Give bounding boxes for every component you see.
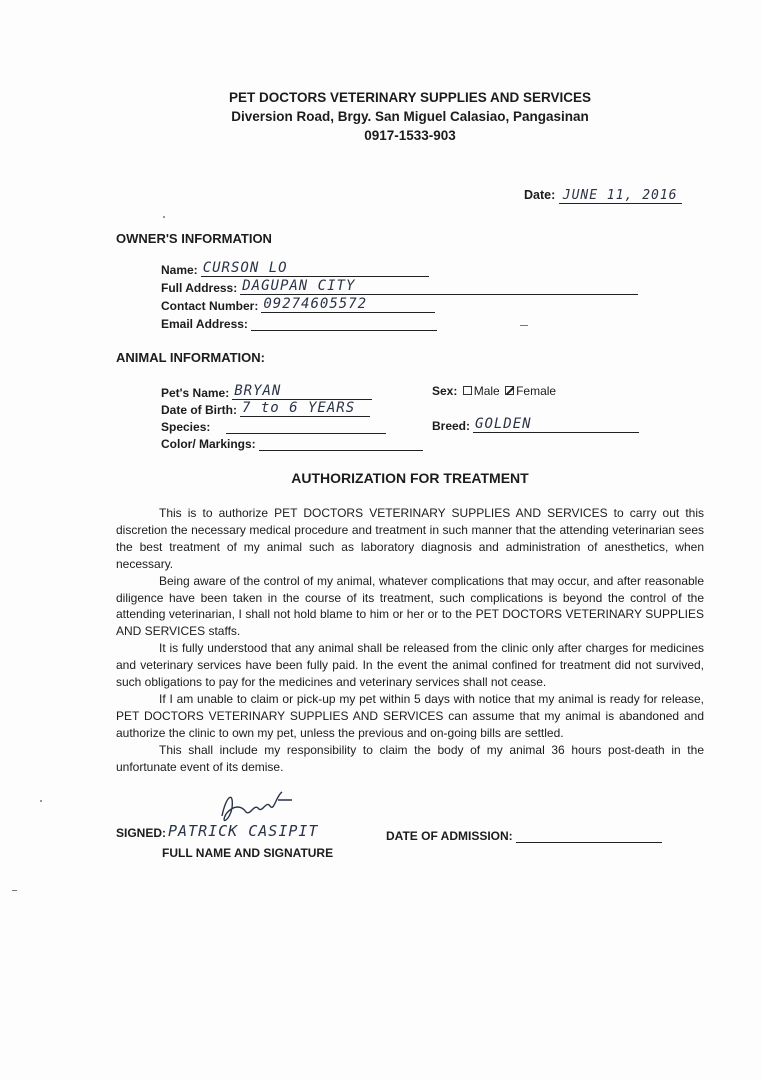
sex-male-checkbox[interactable] <box>463 386 472 395</box>
pet-species-field <box>161 417 386 434</box>
pet-dob-value: 7 to 6 YEARS <box>242 400 356 416</box>
pet-species-label: Species: <box>161 420 211 434</box>
letterhead <box>0 88 762 145</box>
owner-contact-field <box>161 296 435 313</box>
pet-dob-field <box>161 400 370 417</box>
owner-name-value: CURSON LO <box>202 260 288 276</box>
admission-date-line <box>516 828 662 843</box>
full-name-signature-label: FULL NAME AND SIGNATURE <box>162 846 334 860</box>
sex-female-label: Female <box>516 384 557 398</box>
signed-name-value: PATRICK CASIPIT <box>168 822 319 840</box>
date-label: Date: <box>524 188 556 202</box>
pet-name-value: BRYAN <box>234 383 282 399</box>
signature-scribble <box>212 786 302 828</box>
owner-contact-label: Contact Number: <box>161 299 259 313</box>
owner-address-field <box>161 278 638 295</box>
business-name: PET DOCTORS VETERINARY SUPPLIES AND SERVICES <box>228 90 592 105</box>
owner-name-label: Name: <box>161 263 198 277</box>
business-address: Diversion Road, Brgy. San Miguel Calasiao, Pangasinan <box>231 109 589 124</box>
owner-address-label: Full Address: <box>161 281 238 295</box>
pet-sex-label: Sex: <box>432 384 458 398</box>
authorization-paragraph: It is fully understood that any animal shall be released from the clinic only after charges for medicines and veterinary services have been fully paid. In the event the animal confined for treatment did not survived, such obligations to pay for the medicines and veterinary services shall not cease. <box>116 641 704 690</box>
owner-name-field <box>161 260 429 277</box>
date-value: JUNE 11, 2016 <box>559 188 682 204</box>
authorization-paragraph: This is to authorize PET DOCTORS VETERINARY SUPPLIES AND SERVICES to carry out this discretion the necessary medical procedure and treatment in such manner that the attending veterinarian sees the best treatment of my animal such as laboratory diagnosis and administration of anesthetics, when necessary. <box>116 506 704 571</box>
admission-date-field <box>386 828 662 843</box>
pet-name-field <box>161 383 372 400</box>
business-phone: 0917-1533-903 <box>364 128 456 143</box>
pet-breed-label: Breed: <box>432 419 471 433</box>
scan-speck <box>520 325 528 326</box>
authorization-paragraph: Being aware of the control of my animal, whatever complications that may occur, and after reasonable diligence have been taken in the course of its treatment, such complications is beyond the control of the attending veterinarian, I shall not hold blame to him or her or to the PET DOCTORS VETERINARY SUPPLIES AND SERVICES staffs. <box>116 573 704 639</box>
pet-color-label: Color/ Markings: <box>161 437 256 451</box>
owner-email-label: Email Address: <box>161 317 248 331</box>
authorization-title: AUTHORIZATION FOR TREATMENT <box>291 470 529 486</box>
pet-color-field <box>161 434 423 451</box>
sex-male-label: Male <box>473 384 500 398</box>
owner-address-value: DAGUPAN CITY <box>242 278 356 294</box>
scan-speck <box>163 216 165 218</box>
scan-speck <box>12 890 17 891</box>
signed-label: SIGNED: <box>116 826 167 840</box>
authorization-body <box>116 505 704 776</box>
pet-name-label: Pet's Name: <box>161 386 230 400</box>
owner-email-field <box>161 314 437 331</box>
pet-sex-field <box>432 384 556 398</box>
pet-breed-value: GOLDEN <box>475 416 532 432</box>
pet-dob-label: Date of Birth: <box>161 403 237 417</box>
pet-breed-field <box>432 416 639 433</box>
sex-female-checkbox[interactable] <box>505 386 514 395</box>
authorization-paragraph: This shall include my responsibility to claim the body of my animal 36 hours post-death in the unfortunate event of its demise. <box>116 742 704 774</box>
date-field <box>524 188 682 203</box>
authorization-paragraph: If I am unable to claim or pick-up my pet within 5 days with notice that my animal is ready for release, PET DOCTORS VETERINARY SUPPLIES AND SERVICES can assume that my animal is abandoned and authorize the clinic to own my pet, unless the previous and on-going bills are settled. <box>116 691 704 740</box>
admission-date-label: DATE OF ADMISSION: <box>386 829 513 843</box>
scan-speck <box>40 800 42 802</box>
owner-section-title: OWNER'S INFORMATION <box>116 231 272 246</box>
animal-section-title: ANIMAL INFORMATION: <box>116 350 265 365</box>
owner-contact-value: 09274605572 <box>263 296 368 312</box>
